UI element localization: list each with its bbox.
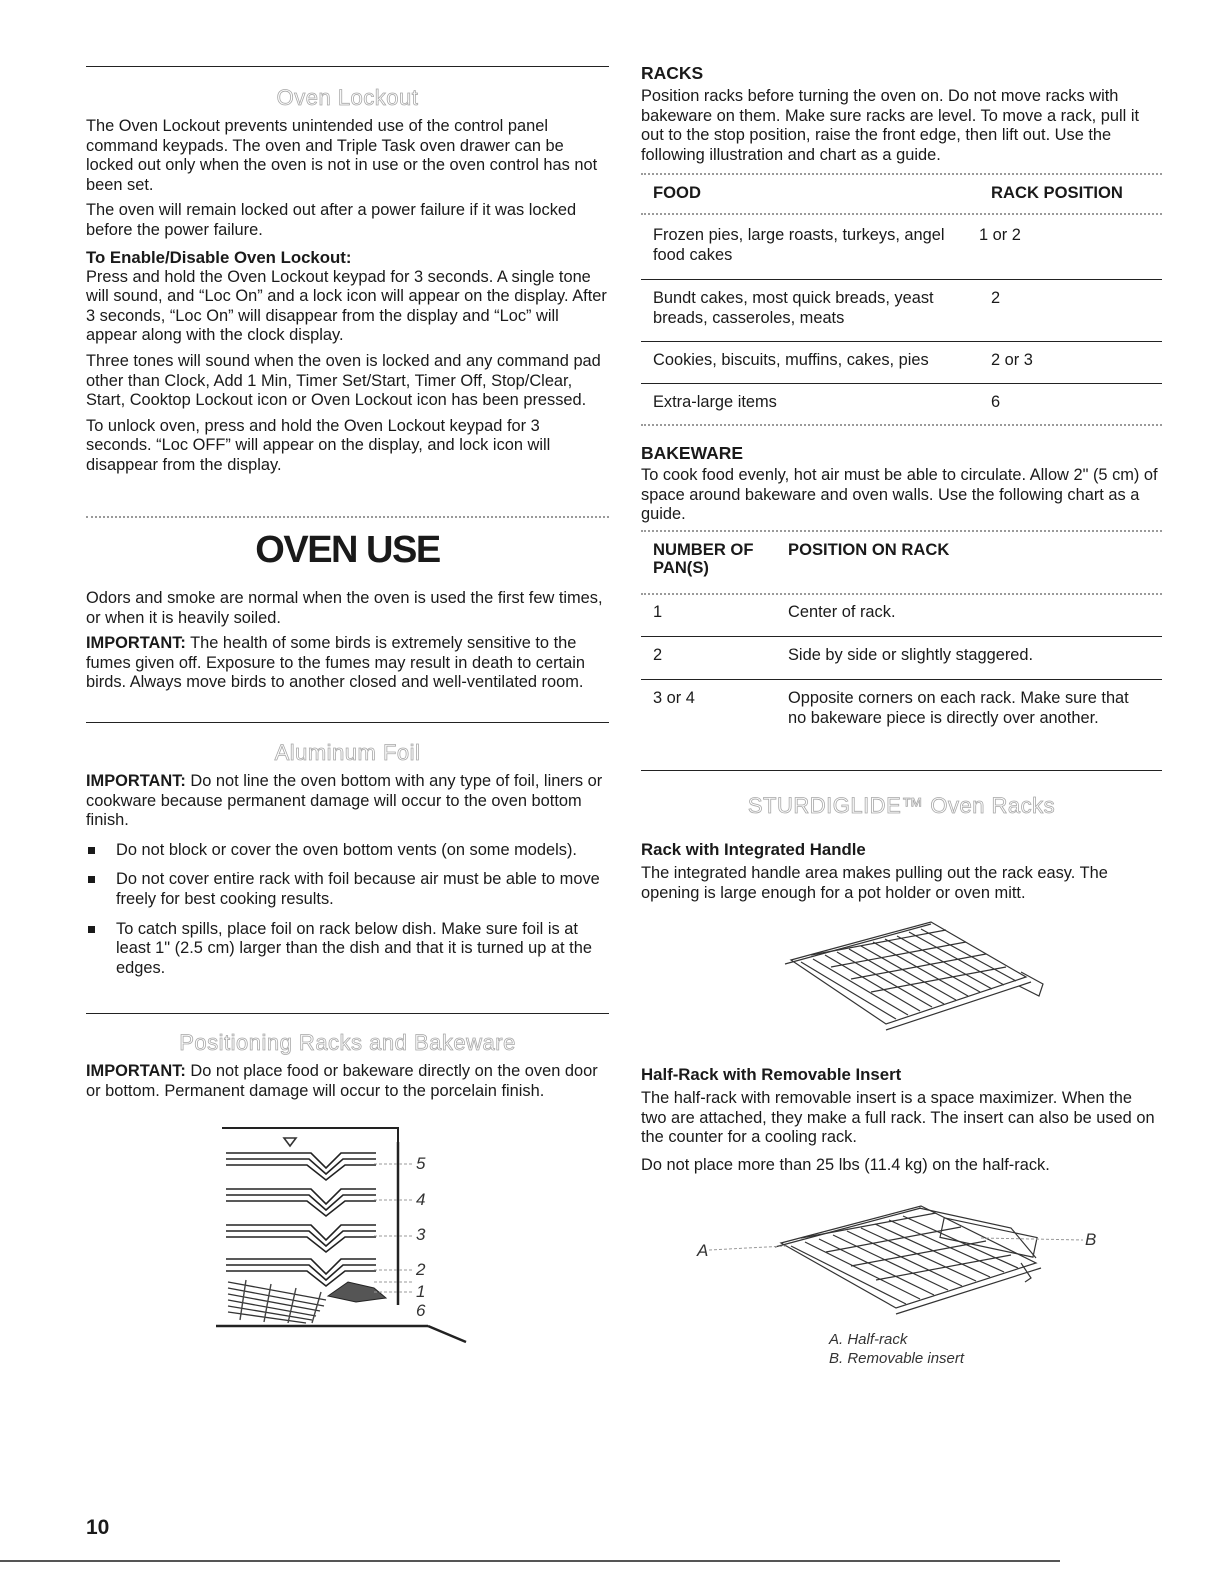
table-row [641,384,1162,424]
rack-label-5: 5 [416,1154,426,1173]
foil-bullet: To catch spills, place foil on rack below dish. Make sure foil is at least 1" (2.5 cm) larger than the dish and that it is turned up at the edges. [86,920,609,979]
rack-with-handle-illustration [781,912,1051,1042]
table-row [641,680,1162,770]
table-cell-position: Center of rack. [788,603,896,621]
table-cell-position: 2 or 3 [991,351,1033,369]
important-note [86,1062,609,1101]
lockout-paragraph: Three tones will sound when the oven is locked and any command pad other than Clock, Add 1 Min, Timer Set/Start, Timer Off, Stop/Clear, Start, Cooktop Lockout icon or Oven Lockout icon has been pressed. [86,351,601,410]
table-row [641,603,1162,636]
oven-use-paragraph: Odors and smoke are normal when the oven is used the first few times, or when it is heavily soiled. [86,589,603,627]
position-on-rack-column-header: POSITION ON RACK [788,540,950,559]
important-label: IMPORTANT: [86,772,186,790]
row-divider [641,770,1162,771]
bakeware-table [641,603,1162,771]
table-row [641,342,1162,383]
sturdiglide-title: STURDIGLIDE™ Oven Racks [747,793,1056,818]
important-label: IMPORTANT: [86,1062,186,1080]
section-rule [86,66,609,67]
bottom-edge-line [0,1560,1060,1562]
important-text: The health of some birds is extremely sensitive to the fumes given off. Exposure to the fumes may result in death to certain birds. Always move birds to another closed and well-ventilated room. [86,634,585,692]
page-number: 10 [86,1516,110,1539]
table-cell-food: Extra-large items [653,393,777,411]
dotted-divider [641,173,1162,175]
integrated-handle-paragraph: The integrated handle area makes pulling out the rack easy. The opening is large enough for a pot holder or oven mitt. [641,864,1108,902]
important-label: IMPORTANT: [86,634,186,653]
table-cell-position: 2 [991,289,1001,307]
foil-bullet: Do not cover entire rack with foil because air must be able to move freely for best cooking results. [86,870,609,909]
half-rack-illustration [691,1198,1111,1328]
table-row [641,226,1162,279]
aluminum-foil-body [86,772,609,978]
lockout-paragraph: To unlock oven, press and hold the Oven Lockout keypad for 3 seconds. “Loc OFF” will appear on the display, and lock icon will disappear from the display. [86,416,551,474]
oven-lockout-body [86,117,609,476]
bakeware-heading: BAKEWARE [641,443,744,463]
number-of-pans-column-header: NUMBER OF PAN(S) [653,540,754,577]
half-rack-caption [829,1330,964,1368]
rack-position-column-header: RACK POSITION [991,183,1123,202]
dotted-divider [641,213,1162,215]
table-cell-position: 6 [991,393,1001,411]
important-note [86,772,609,831]
dotted-divider [641,530,1162,532]
insert-label-b: B [1085,1230,1097,1249]
table-cell-position: Side by side or slightly staggered. [788,646,1034,664]
table-cell-pans: 3 or 4 [653,689,695,707]
important-note [86,634,609,693]
positioning-racks-title: Positioning Racks and Bakeware [179,1030,516,1055]
rack-positions-illustration [216,1120,486,1345]
enable-disable-subheading: To Enable/Disable Oven Lockout: [86,247,352,267]
dotted-divider [86,516,609,518]
rack-label-6: 6 [416,1301,426,1320]
section-rule [86,1013,609,1014]
table-cell-position: 1 or 2 [979,226,1021,244]
rack-integrated-handle-subheading: Rack with Integrated Handle [641,840,866,859]
table-cell-food: Cookies, biscuits, muffins, cakes, pies [653,351,929,369]
table-cell-pans: 2 [653,646,663,664]
dotted-divider [641,593,1162,595]
table-row [641,637,1162,679]
oven-use-body [86,589,609,693]
caption-b: B. Removable insert [829,1350,965,1367]
lockout-paragraph: Press and hold the Oven Lockout keypad for 3 seconds. A single tone will sound, and “Loc On” and a lock icon will appear on the display. After 3 seconds, “Loc On” will disappear from the display and “Loc” will appear along with the clock display. [86,267,607,345]
table-row [641,280,1162,341]
weight-limit-paragraph: Do not place more than 25 lbs (11.4 kg) on the half-rack. [641,1156,1050,1174]
bakeware-paragraph: To cook food evenly, hot air must be able to circulate. Allow 2" (5 cm) of space around bakeware and oven walls. Use the following chart as a guide. [641,466,1158,524]
rack-label-4: 4 [416,1190,426,1209]
bakeware-table-header [653,541,1153,577]
half-rack-paragraph: The half-rack with removable insert is a space maximizer. When the two are attached, they make a full rack. The insert can also be used on the counter for a cooling rack. [641,1089,1155,1147]
lockout-paragraph: The oven will remain locked out after a power failure if it was locked before the power failure. [86,201,577,239]
half-rack-label-a: A [697,1241,709,1260]
rack-label-2: 2 [416,1260,426,1279]
food-table-header [653,183,1153,203]
dotted-divider [641,424,1162,426]
table-cell-position: Opposite corners on each rack. Make sure that no bakeware piece is directly over another. [788,689,1129,727]
food-column-header: FOOD [653,183,701,202]
rack-label-3: 3 [416,1225,426,1244]
caption-a: A. Half-rack [829,1331,908,1348]
table-cell-food: Frozen pies, large roasts, turkeys, angel food cakes [653,226,945,264]
important-text: Do not line the oven bottom with any type of foil, liners or cookware because permanent damage will occur to the oven bottom finish. [86,772,603,830]
aluminum-foil-title: Aluminum Foil [274,740,421,765]
half-rack-subheading: Half-Rack with Removable Insert [641,1065,902,1084]
table-cell-food: Bundt cakes, most quick breads, yeast breads, casseroles, meats [653,289,934,327]
table-cell-pans: 1 [653,603,663,621]
lockout-paragraph: The Oven Lockout prevents unintended use of the control panel command keypads. The oven and Triple Task oven drawer can be locked out only when the oven is not in use or the oven control has not been set. [86,117,598,194]
important-text: Do not place food or bakeware directly on the oven door or bottom. Permanent damage will occur to the porcelain finish. [86,1062,598,1100]
positioning-body [86,1062,609,1101]
rack-label-1: 1 [416,1282,426,1301]
section-rule [86,722,609,723]
foil-bullet: Do not block or cover the oven bottom vents (on some models). [86,841,609,861]
oven-lockout-title: Oven Lockout [276,85,419,110]
racks-paragraph: Position racks before turning the oven on. Do not move racks with bakeware on them. Make sure racks are level. To move a rack, pull it out to the stop position, raise the front edge, then lift out. Use the following illustration and chart as a guide. [641,87,1140,164]
racks-heading: RACKS [641,63,704,83]
oven-use-heading: OVEN USE [255,529,440,571]
food-rack-table [641,226,1162,426]
